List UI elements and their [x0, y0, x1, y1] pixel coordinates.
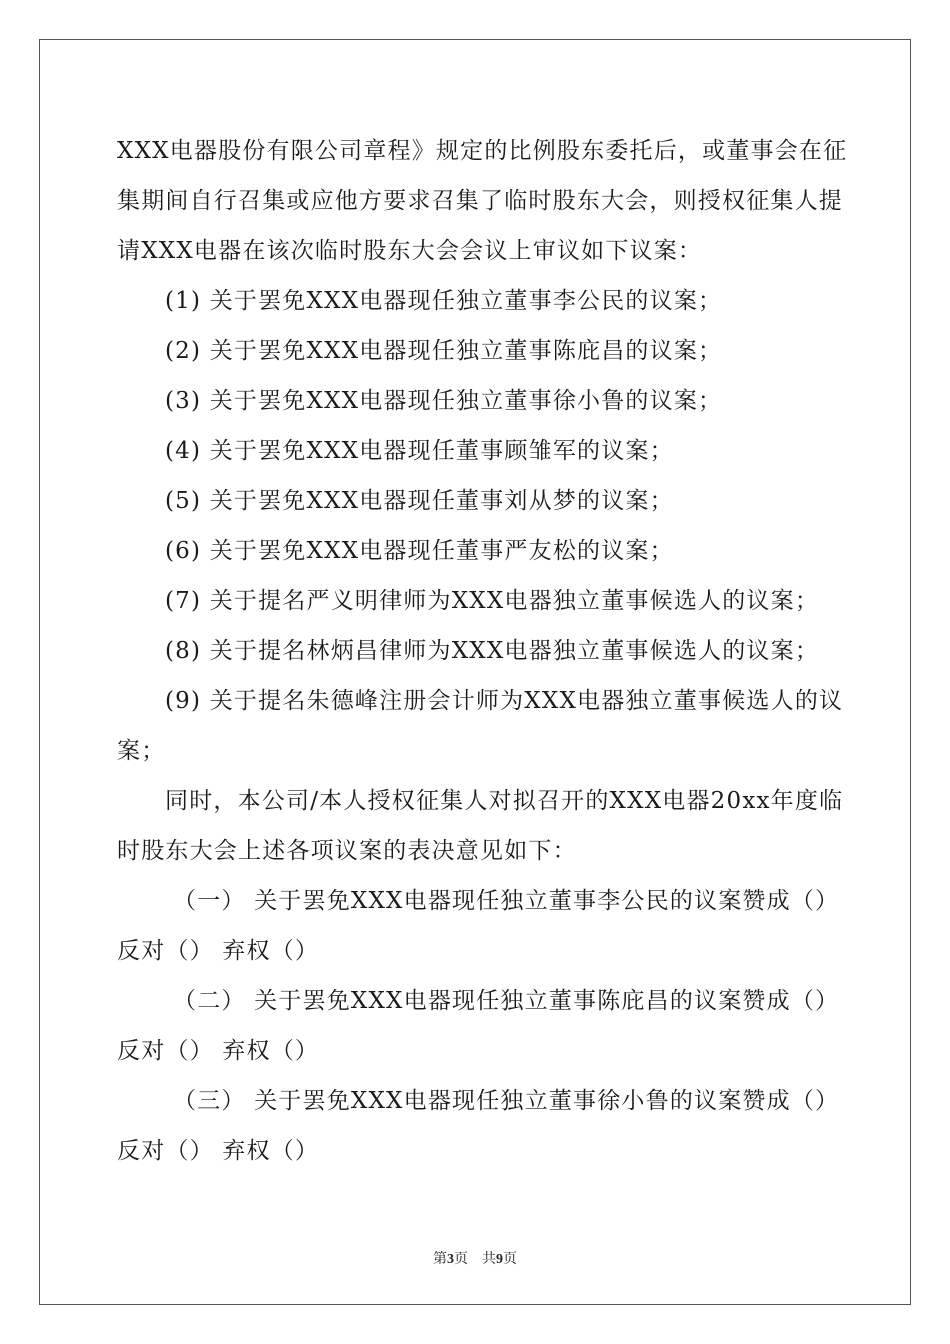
page-prefix: 第: [433, 1251, 447, 1267]
total-suffix: 页: [503, 1251, 517, 1267]
body-line: 时股东大会上述各项议案的表决意见如下：: [117, 838, 577, 864]
page-current: 3: [447, 1252, 454, 1267]
body-line: 请XXX电器在该次临时股东大会会议上审议如下议案：: [117, 238, 703, 264]
vote-item-2: （二） 关于罢免XXX电器现任独立董事陈庇昌的议案赞成（）: [173, 988, 840, 1014]
motion-item-5: (5) 关于罢免XXX电器现任董事刘从梦的议案；: [165, 488, 674, 514]
motion-item-7: (7) 关于提名严义明律师为XXX电器独立董事候选人的议案；: [165, 588, 820, 614]
motion-item-2: (2) 关于罢免XXX电器现任独立董事陈庇昌的议案；: [165, 338, 723, 364]
document-body: [117, 126, 848, 1176]
vote-item-3-options: 反对（） 弃权（）: [117, 1138, 320, 1164]
vote-item-1: （一） 关于罢免XXX电器现任独立董事李公民的议案赞成（）: [173, 888, 840, 914]
motion-item-9-cont: 案；: [117, 738, 166, 764]
body-line: 同时，本公司/本人授权征集人对拟召开的XXX电器20xx年度临: [165, 788, 844, 814]
motion-item-3: (3) 关于罢免XXX电器现任独立董事徐小鲁的议案；: [165, 388, 723, 414]
page-total: 9: [496, 1252, 503, 1267]
vote-item-3: （三） 关于罢免XXX电器现任独立董事徐小鲁的议案赞成（）: [173, 1088, 840, 1114]
vote-item-2-options: 反对（） 弃权（）: [117, 1038, 320, 1064]
motion-item-1: (1) 关于罢免XXX电器现任独立董事李公民的议案；: [165, 288, 723, 314]
page-mid: 页: [454, 1251, 468, 1267]
motion-item-9: (9) 关于提名朱德峰注册会计师为XXX电器独立董事候选人的议: [165, 688, 844, 714]
motion-item-6: (6) 关于罢免XXX电器现任董事严友松的议案；: [165, 538, 674, 564]
motion-item-8: (8) 关于提名林炳昌律师为XXX电器独立董事候选人的议案；: [165, 638, 820, 664]
motion-item-4: (4) 关于罢免XXX电器现任董事顾雏军的议案；: [165, 438, 674, 464]
body-line: XXX电器股份有限公司章程》规定的比例股东委托后，或董事会在征: [117, 138, 848, 164]
total-prefix: 共: [482, 1251, 496, 1267]
body-line: 集期间自行召集或应他方要求召集了临时股东大会，则授权征集人提: [117, 188, 843, 214]
vote-item-1-options: 反对（） 弃权（）: [117, 938, 320, 964]
page-footer: [0, 1248, 950, 1268]
